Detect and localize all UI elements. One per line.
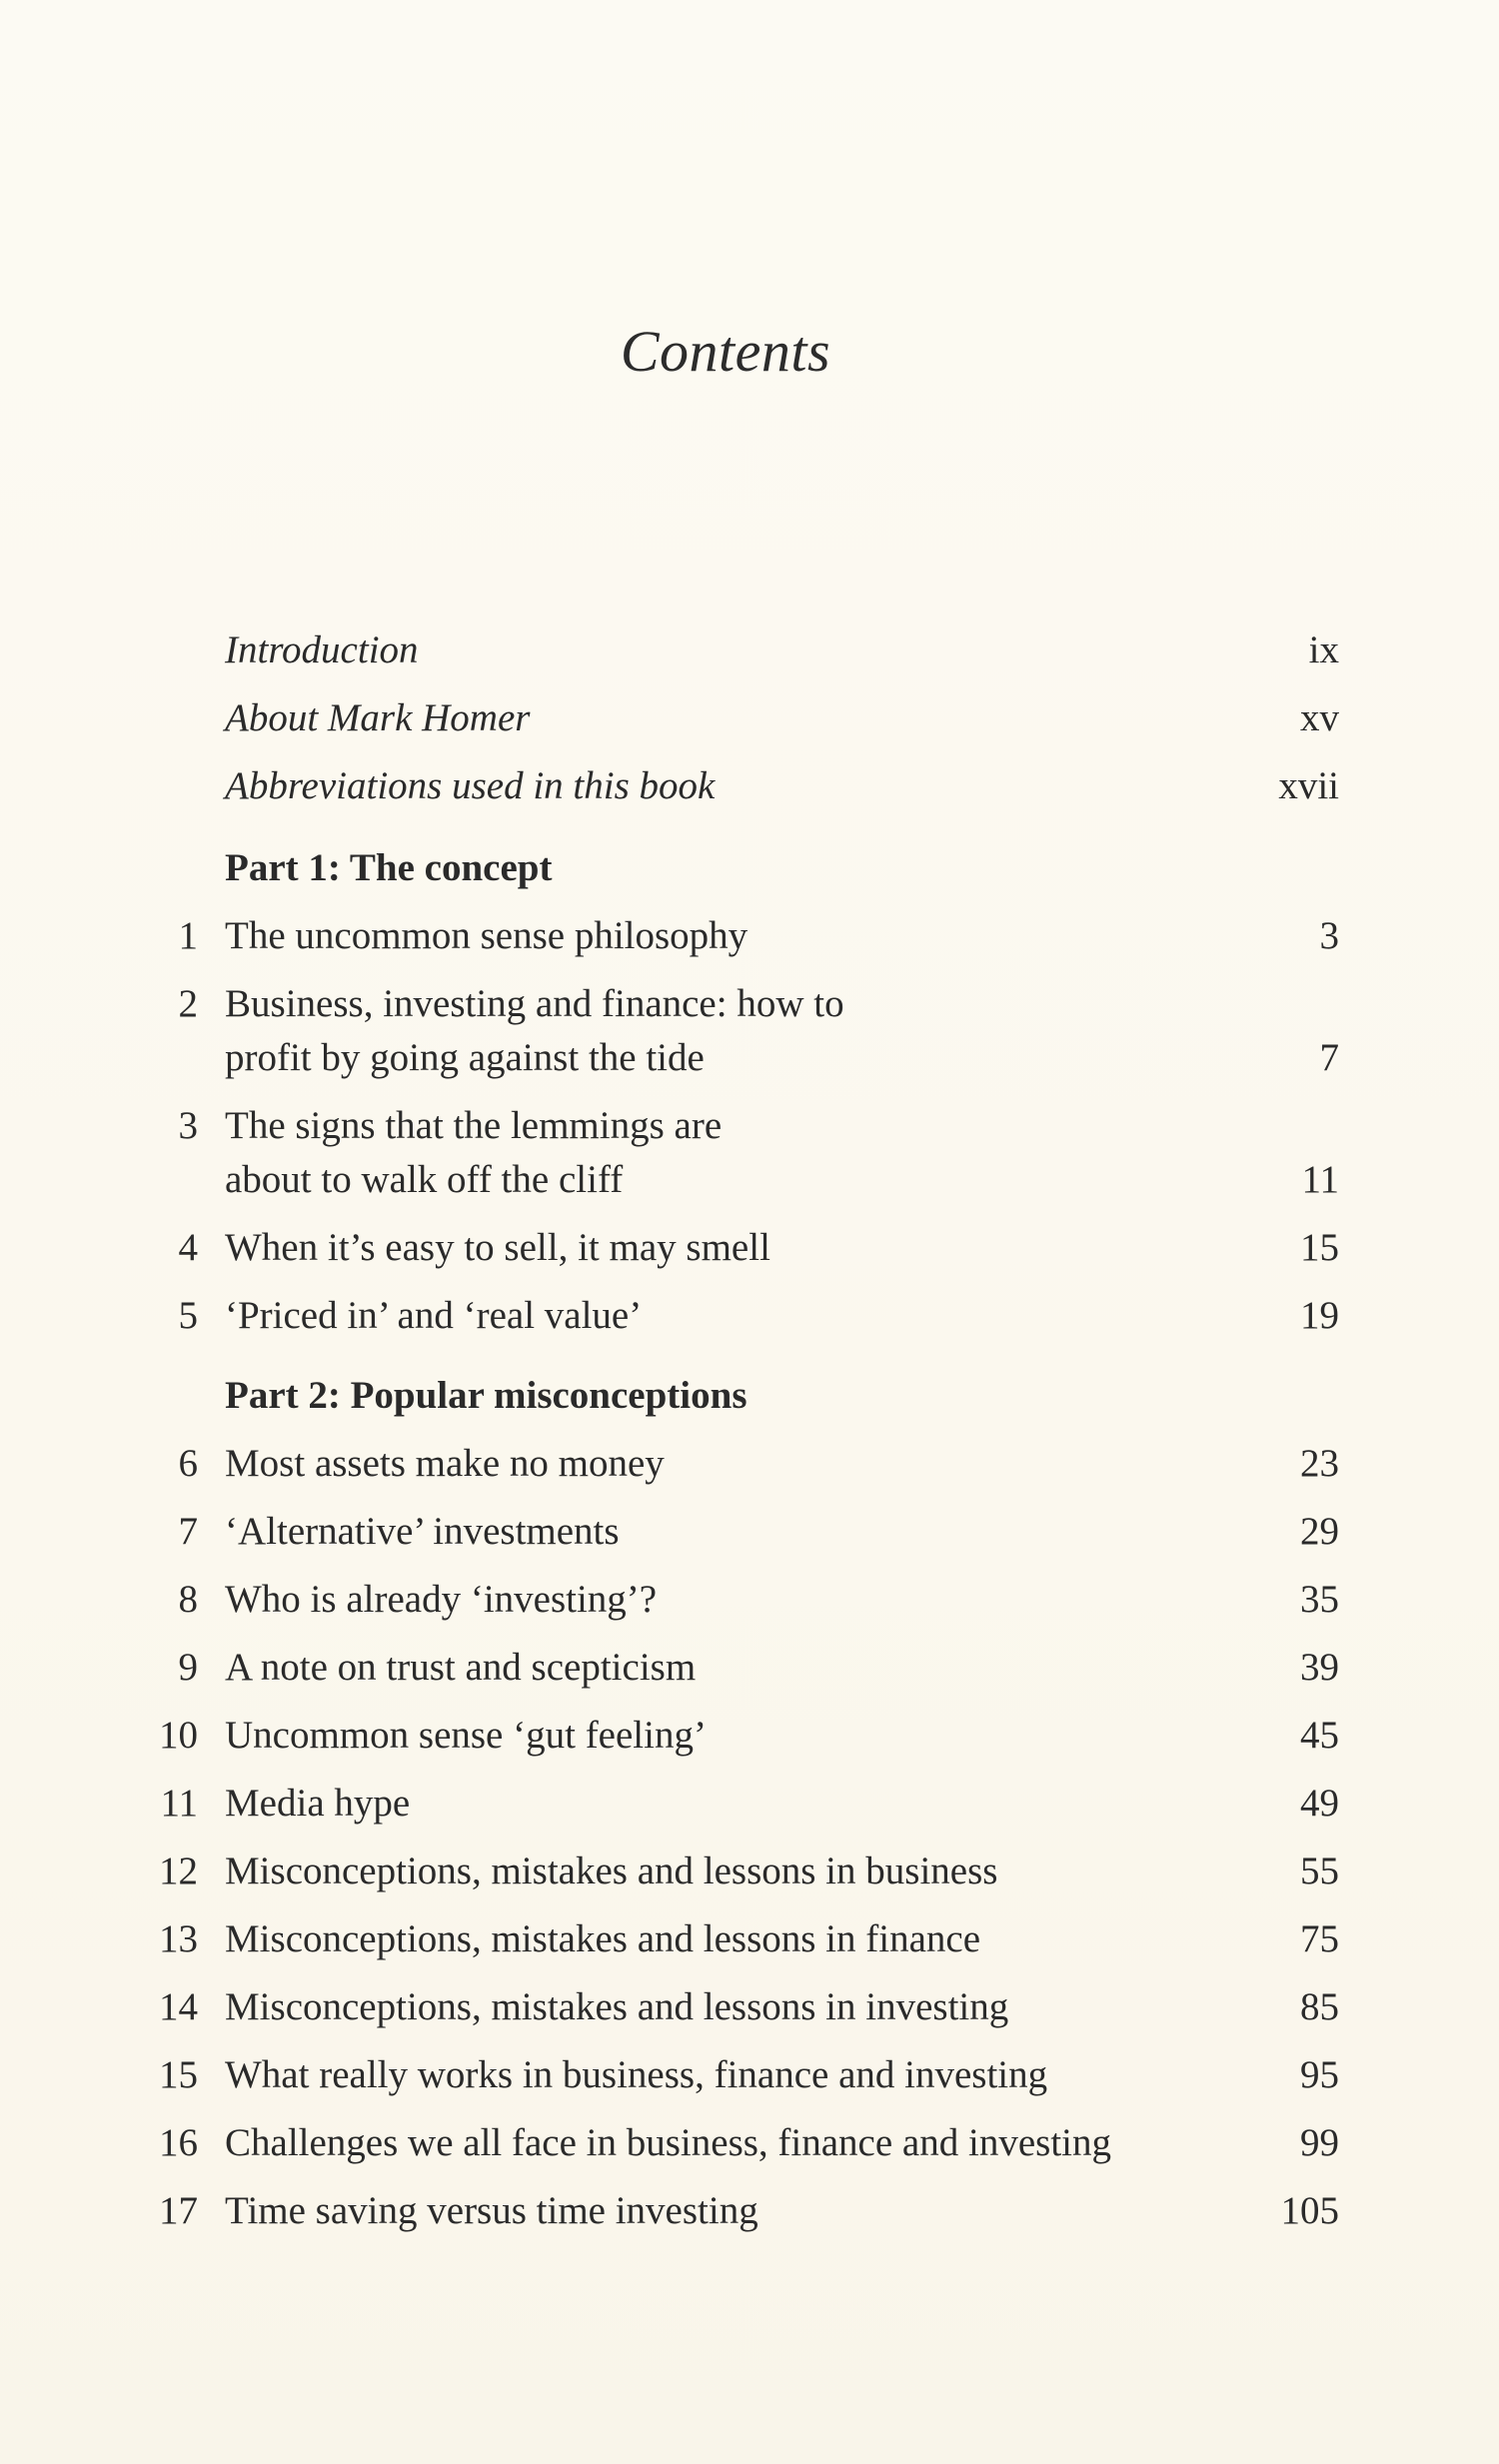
toc-page-number: 7 — [1319, 1036, 1339, 1079]
toc-chapter — [140, 1845, 1339, 1898]
chapter-title: Challenges we all face in business, finance and investing — [225, 2121, 1111, 2164]
toc-page-number: 75 — [1300, 1917, 1339, 1960]
toc-page-number: 23 — [1300, 1442, 1339, 1485]
chapter-number: 6 — [178, 1442, 198, 1485]
chapter-title: The uncommon sense philosophy — [225, 914, 749, 957]
chapter-number: 4 — [178, 1226, 198, 1269]
chapter-number: 11 — [160, 1782, 198, 1825]
chapter-title: Misconceptions, mistakes and lessons in finance — [225, 1917, 981, 1960]
chapter-number: 8 — [178, 1578, 198, 1621]
chapter-number: 9 — [178, 1646, 198, 1689]
toc-page-number: 19 — [1300, 1294, 1339, 1337]
toc-page-number: 85 — [1300, 1985, 1339, 2028]
chapter-number: 15 — [159, 2053, 198, 2096]
toc-page-number: ix — [1308, 628, 1339, 671]
toc-page-number: xv — [1300, 696, 1339, 739]
page-title: Contents — [620, 319, 831, 384]
toc-entry-abbreviations — [140, 759, 1339, 813]
chapter-title: A note on trust and scepticism — [225, 1646, 697, 1689]
chapter-number: 17 — [159, 2189, 198, 2232]
toc-chapter — [140, 1505, 1339, 1559]
chapter-number: 10 — [159, 1714, 198, 1757]
toc-chapter — [140, 1221, 1339, 1275]
toc-chapter — [140, 1912, 1339, 1966]
chapter-number: 5 — [178, 1294, 198, 1337]
chapter-title: Uncommon sense ‘gut feeling’ — [225, 1714, 707, 1757]
toc-entry-introduction — [140, 623, 1339, 677]
chapter-title: Media hype — [225, 1782, 411, 1825]
chapter-number: 16 — [159, 2121, 198, 2164]
toc-page-number: 29 — [1300, 1510, 1339, 1553]
chapter-title — [225, 977, 1224, 1085]
toc-chapter — [140, 2184, 1339, 2238]
chapter-number: 12 — [159, 1849, 198, 1892]
toc-page-number: 95 — [1300, 2053, 1339, 2096]
part-heading: Part 1: The concept — [225, 846, 553, 889]
part-heading: Part 2: Popular misconceptions — [225, 1374, 748, 1417]
toc-entry-title: About Mark Homer — [225, 696, 531, 739]
chapter-title: Most assets make no money — [225, 1442, 665, 1485]
toc-page-number: 45 — [1300, 1714, 1339, 1757]
table-of-contents — [140, 0, 1339, 2464]
toc-page-number: 11 — [1301, 1158, 1339, 1201]
toc-chapter — [140, 1573, 1339, 1627]
chapter-title: What really works in business, finance and investing — [225, 2053, 1048, 2096]
chapter-title: Misconceptions, mistakes and lessons in investing — [225, 1985, 1009, 2028]
toc-page-number: 49 — [1300, 1782, 1339, 1825]
toc-chapter — [140, 1980, 1339, 2034]
toc-page-number: 35 — [1300, 1578, 1339, 1621]
chapter-title: ‘Alternative’ investments — [225, 1510, 620, 1553]
chapter-title: ‘Priced in’ and ‘real value’ — [225, 1294, 643, 1337]
chapter-title-line: profit by going against the tide — [225, 1036, 705, 1079]
toc-entry-title: Introduction — [225, 628, 419, 671]
toc-page-number: 3 — [1319, 914, 1339, 957]
chapter-title-line: Business, investing and finance: how to — [225, 982, 844, 1025]
chapter-number: 1 — [178, 914, 198, 957]
chapter-number: 13 — [159, 1917, 198, 1960]
chapter-title: Time saving versus time investing — [225, 2189, 758, 2232]
chapter-title: When it’s easy to sell, it may smell — [225, 1226, 770, 1269]
chapter-number: 3 — [178, 1104, 198, 1147]
toc-page-number: 55 — [1300, 1849, 1339, 1892]
toc-entry-about-author — [140, 691, 1339, 745]
chapter-title — [225, 1099, 1224, 1207]
toc-page-number: 15 — [1300, 1226, 1339, 1269]
toc-page-number: 105 — [1280, 2189, 1339, 2232]
toc-page-number: 39 — [1300, 1646, 1339, 1689]
chapter-title-line: The signs that the lemmings are — [225, 1104, 723, 1147]
toc-entry-title: Abbreviations used in this book — [225, 764, 716, 807]
toc-chapter — [140, 1777, 1339, 1831]
toc-chapter — [140, 2048, 1339, 2102]
toc-page-number: xvii — [1278, 764, 1339, 807]
chapter-number: 14 — [159, 1985, 198, 2028]
toc-chapter — [140, 2116, 1339, 2170]
chapter-title: Who is already ‘investing’? — [225, 1578, 658, 1621]
toc-chapter — [140, 1437, 1339, 1491]
chapter-number: 7 — [178, 1510, 198, 1553]
toc-chapter — [140, 1099, 1339, 1207]
toc-chapter — [140, 1641, 1339, 1695]
chapter-title: Misconceptions, mistakes and lessons in business — [225, 1849, 998, 1892]
toc-page-number: 99 — [1300, 2121, 1339, 2164]
toc-chapter — [140, 977, 1339, 1085]
chapter-number: 2 — [178, 982, 198, 1025]
toc-chapter — [140, 909, 1339, 963]
toc-chapter — [140, 1289, 1339, 1343]
chapter-title-line: about to walk off the cliff — [225, 1158, 624, 1201]
toc-chapter — [140, 1709, 1339, 1763]
